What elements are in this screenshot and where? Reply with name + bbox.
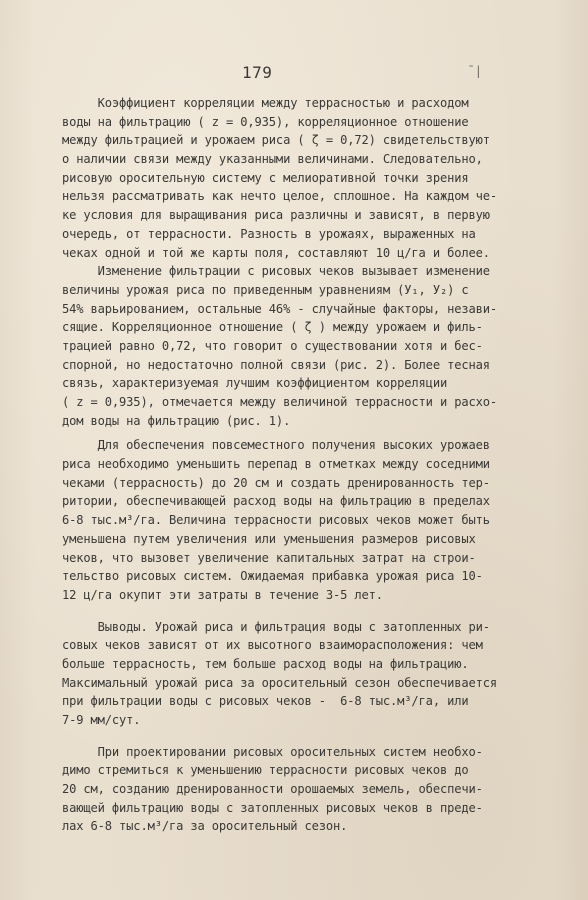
text-line: при фильтрации воды с рисовых чеков - 6-8 тыс.м³/га, или [62, 694, 469, 709]
text-line: риса необходимо уменьшить перепад в отметках между соседними [62, 457, 490, 472]
text-line: ритории, обеспечивающей расход воды на фильтрацию в пределах [62, 494, 490, 509]
paragraph-correlation [62, 94, 562, 262]
text-line: Максимальный урожай риса за оросительный сезон обеспечивается [62, 675, 497, 690]
text-line: ке условия для выращивания риса различны и зависят, в первую [62, 208, 490, 223]
text-line: 6-8 тыс.м³/га. Величина террасности рисовых чеков может быть [62, 513, 490, 528]
text-line: Коэффициент корреляции между террасностью и расходом [62, 96, 469, 110]
text-line: совых чеков зависят от их высотного взаиморасположения: чем [62, 638, 483, 653]
text-line: рисовую оросительную систему с мелиоративной точки зрения [62, 170, 469, 185]
paragraph-gap [62, 730, 562, 743]
text-line: величины урожая риса по приведенным уравнениям (У₁, У₂) с [62, 282, 469, 297]
text-line: связь, характеризуемая лучшим коэффициентом корреляции [62, 376, 448, 391]
text-line: 54% варьированием, остальные 46% - случайные факторы, незави- [62, 301, 497, 316]
document-body [62, 94, 562, 836]
text-line: 7-9 мм/сут. [62, 713, 141, 727]
text-line: лах 6-8 тыс.м³/га за оросительный сезон. [62, 819, 348, 834]
text-line: воды на фильтрацию ( z = 0,935), корреляционное отношение [62, 114, 469, 129]
corner-mark: ˉ| [467, 64, 482, 78]
text-line: о наличии связи между указанными величинами. Следовательно, [62, 152, 483, 167]
text-line: чеков, что вызовет увеличение капитальных затрат на строи- [62, 550, 476, 565]
text-line: уменьшена путем увеличения или уменьшения размеров рисовых [62, 531, 476, 546]
text-line: Изменение фильтрации с рисовых чеков вызывает изменение [62, 264, 490, 279]
text-line: трацией равно 0,72, что говорит о существовании хотя и бес- [62, 338, 483, 353]
text-line: очередь, от террасности. Разность в урожаях, выраженных на [62, 226, 476, 241]
text-line: нельзя рассматривать как нечто целое, сплошное. На каждом че- [62, 189, 497, 204]
text-line: дом воды на фильтрацию (рис. 1). [62, 413, 291, 428]
paragraph-conclusions [62, 618, 562, 730]
text-line: больше террасность, тем больше расход воды на фильтрацию. [62, 656, 469, 671]
paragraph-recommendations [62, 436, 562, 604]
text-line: 12 ц/га окупит эти затраты в течение 3-5 лет. [62, 587, 383, 602]
text-line: ( z = 0,935), отмечается между величиной террасности и расхо- [62, 395, 497, 409]
text-line: тельство рисовых систем. Ожидаемая прибавка урожая риса 10- [62, 569, 483, 584]
text-line: чеками (террасность) до 20 см и создать дренированность тер- [62, 475, 490, 490]
text-line: сящие. Корреляционное отношение ( ζ ) между урожаем и филь- [62, 320, 483, 335]
text-line: вающей фильтрацию воды с затопленных рисовых чеков в преде- [62, 800, 483, 815]
text-line: димо стремиться к уменьшению террасности рисовых чеков до [62, 763, 469, 778]
paragraph-design-advice [62, 743, 562, 836]
text-line: 20 см, созданию дренированности орошаемых земель, обеспечи- [62, 782, 483, 797]
text-line: Выводы. Урожай риса и фильтрация воды с затопленных ри- [62, 619, 490, 634]
paragraph-filtration-yield [62, 262, 562, 430]
text-line: чеках одной и той же карты поля, составляют 10 ц/га и более. [62, 245, 490, 260]
paragraph-gap [62, 605, 562, 618]
text-line: спорной, но недостаточно полной связи (рис. 2). Более тесная [62, 357, 490, 372]
text-line: между фильтрацией и урожаем риса ( ζ = 0,72) свидетельствуют [62, 133, 490, 148]
text-line: При проектировании рисовых оросительных систем необхо- [62, 744, 483, 759]
text-line: Для обеспечения повсеместного получения высоких урожаев [62, 438, 490, 453]
page-number: 179 [242, 63, 273, 82]
